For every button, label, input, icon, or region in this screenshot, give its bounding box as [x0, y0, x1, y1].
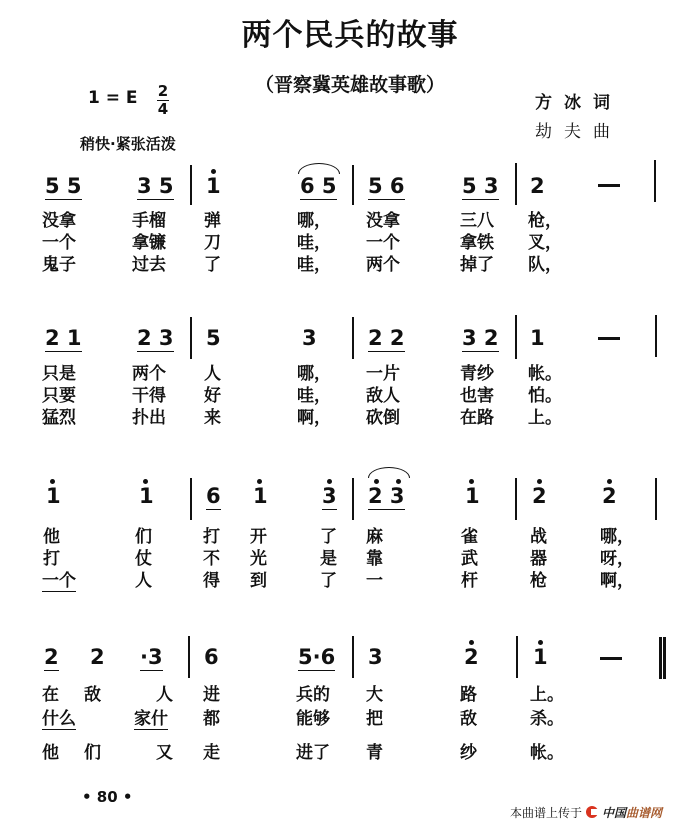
- extension-dash: [598, 184, 620, 187]
- lyric: 大: [366, 685, 383, 705]
- song-subtitle: （晋察冀英雄故事歌）: [254, 74, 445, 96]
- lyric: 纱: [460, 743, 477, 763]
- barline: [190, 478, 192, 520]
- barline: [515, 163, 517, 205]
- composer-credit: 劫夫曲: [535, 122, 622, 142]
- lyric: 哪，: [297, 364, 331, 384]
- high-octave-dot: [469, 640, 474, 645]
- note: 6: [206, 484, 221, 508]
- lyric: 一个: [366, 233, 400, 253]
- lyric: 进: [203, 685, 220, 705]
- site-name-part-2[interactable]: 曲谱网: [626, 806, 663, 820]
- lyric: 人: [135, 571, 152, 591]
- note-group: 2 3: [137, 326, 174, 350]
- lyric: 敌: [460, 709, 477, 729]
- lyric: 上。: [530, 685, 564, 705]
- lyric: 掉了: [460, 255, 494, 275]
- lyric: 杀。: [530, 709, 564, 729]
- site-logo-icon: [586, 806, 598, 818]
- time-signature: [156, 83, 170, 118]
- lyric: 啊，: [297, 408, 331, 428]
- lyric: 哇，: [297, 386, 331, 406]
- note: 5: [206, 326, 221, 350]
- note-group: 5 5: [45, 174, 82, 198]
- lyric: 好: [204, 386, 221, 406]
- lyric: 帐。: [530, 743, 564, 763]
- barline: [515, 315, 517, 359]
- note-group: 3 5: [137, 174, 174, 198]
- extension-dash: [598, 337, 620, 340]
- lyric: 们: [135, 527, 152, 547]
- lyric: 队，: [528, 255, 562, 275]
- lyric: 没拿: [42, 211, 76, 231]
- extension-dash: [600, 657, 622, 660]
- lyric: 走: [203, 743, 220, 763]
- page-number: • 80 •: [82, 788, 133, 806]
- high-octave-dot: [537, 479, 542, 484]
- lyric: 又: [156, 743, 173, 763]
- barline: [352, 636, 354, 678]
- high-octave-dot: [374, 479, 379, 484]
- lyric: 打: [43, 549, 60, 569]
- note-group: 5 3: [462, 174, 499, 198]
- lyric: 了: [320, 527, 337, 547]
- lyric: 光: [250, 549, 267, 569]
- note: 2: [532, 484, 547, 508]
- lyric: 战: [530, 527, 547, 547]
- note: 1: [465, 484, 480, 508]
- barline: [655, 315, 657, 357]
- note-group: 2 2: [368, 326, 405, 350]
- note: 3: [322, 484, 337, 508]
- lyric: 一个: [42, 233, 76, 253]
- lyric: 手榴: [132, 211, 166, 231]
- song-title: 两个民兵的故事: [241, 18, 459, 53]
- lyric: 砍倒: [366, 408, 400, 428]
- upload-attribution: [510, 804, 662, 821]
- lyric: 猛烈: [42, 408, 76, 428]
- note: 3: [302, 326, 317, 350]
- barline: [352, 478, 354, 520]
- lyric: 来: [204, 408, 221, 428]
- lyric: 扑出: [132, 408, 166, 428]
- lyric: 枪: [530, 571, 547, 591]
- lyric: 敌人: [366, 386, 400, 406]
- lyric: 是: [320, 549, 337, 569]
- lyric: 雀: [461, 527, 478, 547]
- final-barline: [659, 637, 662, 679]
- note: 2: [464, 645, 479, 669]
- final-barline: [663, 637, 666, 679]
- lyric: 仗: [135, 549, 152, 569]
- lyric: 哇，: [297, 233, 331, 253]
- high-octave-dot: [469, 479, 474, 484]
- lyric: 过去: [132, 255, 166, 275]
- lyric: 弹: [204, 211, 221, 231]
- barline: [352, 317, 354, 359]
- note: 1: [139, 484, 154, 508]
- lyric: 帐。: [528, 364, 562, 384]
- lyric: 麻: [366, 527, 383, 547]
- high-octave-dot: [538, 640, 543, 645]
- note-group: 2 3: [368, 484, 405, 508]
- lyric: 到: [250, 571, 267, 591]
- lyric: 干得: [132, 386, 166, 406]
- lyric: 怕。: [528, 386, 562, 406]
- note-group: 2 1: [45, 326, 82, 350]
- time-signature-bottom: 4: [157, 100, 169, 118]
- lyric: 两个: [132, 364, 166, 384]
- lyric: 拿镰: [132, 233, 166, 253]
- lyric-underlined: 家什: [134, 704, 168, 730]
- note: 2: [530, 174, 545, 198]
- lyric: 哪，: [297, 211, 331, 231]
- lyric: 只要: [42, 386, 76, 406]
- barline: [188, 636, 190, 678]
- lyric: 枪，: [528, 211, 562, 231]
- note-group: 5·6: [298, 645, 336, 669]
- note: 1: [253, 484, 268, 508]
- barline: [190, 317, 192, 359]
- lyricist-credit: 方冰词: [535, 93, 622, 113]
- lyric: 上。: [528, 408, 562, 428]
- barline: [515, 478, 517, 520]
- lyric: 在: [42, 685, 59, 705]
- lyric: 拿铁: [460, 233, 494, 253]
- high-octave-dot: [396, 479, 401, 484]
- lyric: 们: [84, 743, 101, 763]
- note: 2: [44, 645, 59, 669]
- lyric: 只是: [42, 364, 76, 384]
- note: 2: [602, 484, 617, 508]
- high-octave-dot: [327, 479, 332, 484]
- barline: [190, 165, 192, 205]
- lyric: 开: [250, 527, 267, 547]
- note: ·3: [140, 645, 163, 669]
- lyric: 叉，: [528, 233, 562, 253]
- barline: [516, 636, 518, 678]
- lyric: 呀，: [600, 549, 634, 569]
- barline: [352, 165, 354, 205]
- note: 1: [530, 326, 545, 350]
- lyric: 能够: [296, 709, 330, 729]
- high-octave-dot: [607, 479, 612, 484]
- slur: [298, 163, 340, 174]
- lyric: 器: [530, 549, 547, 569]
- lyric: 一片: [366, 364, 400, 384]
- high-octave-dot: [50, 479, 55, 484]
- lyric: 人: [156, 685, 173, 705]
- lyric: 他: [43, 527, 60, 547]
- lyric-underlined: 什么: [42, 704, 76, 730]
- lyric: 了: [320, 571, 337, 591]
- note: 3: [368, 645, 383, 669]
- high-octave-dot: [143, 479, 148, 484]
- lyric-underlined: 一个: [42, 566, 76, 592]
- note-group: 5 6: [368, 174, 405, 198]
- note-group: 6 5: [300, 174, 337, 198]
- lyric: 路: [460, 685, 477, 705]
- lyric: 哇，: [297, 255, 331, 275]
- upload-note: 本曲谱上传于: [510, 806, 583, 820]
- lyric: 鬼子: [42, 255, 76, 275]
- note: 6: [204, 645, 219, 669]
- lyric: 一: [366, 571, 383, 591]
- lyric: 靠: [366, 549, 383, 569]
- note: 2: [90, 645, 105, 669]
- lyric: 青: [366, 743, 383, 763]
- lyric: 不: [203, 549, 220, 569]
- note-group: 3 2: [462, 326, 499, 350]
- lyric: 哪，: [600, 527, 634, 547]
- lyric: 把: [366, 709, 383, 729]
- lyric: 两个: [366, 255, 400, 275]
- lyric: 敌: [84, 685, 101, 705]
- lyric: 进了: [296, 743, 330, 763]
- lyric: 兵的: [296, 685, 330, 705]
- site-name-part-1[interactable]: 中国: [602, 806, 627, 820]
- key-signature: 1 = E: [88, 88, 138, 108]
- barline: [654, 160, 656, 202]
- lyric: 武: [461, 549, 478, 569]
- tempo-marking: 稍快·紧张活泼: [80, 135, 176, 153]
- lyric: 也害: [460, 386, 494, 406]
- barline: [655, 478, 657, 520]
- lyric: 在路: [460, 408, 494, 428]
- note: 1: [533, 645, 548, 669]
- lyric: 人: [204, 364, 221, 384]
- lyric: 了: [204, 255, 221, 275]
- lyric: 三八: [460, 211, 494, 231]
- slur: [368, 467, 410, 478]
- high-octave-dot: [211, 169, 216, 174]
- lyric: 打: [203, 527, 220, 547]
- lyric: 没拿: [366, 211, 400, 231]
- lyric: 得: [203, 571, 220, 591]
- high-octave-dot: [257, 479, 262, 484]
- note: 1: [46, 484, 61, 508]
- lyric: 杆: [461, 571, 478, 591]
- time-signature-top: 2: [157, 82, 169, 100]
- note: 1: [206, 174, 221, 198]
- lyric: 青纱: [460, 364, 494, 384]
- lyric: 啊，: [600, 571, 634, 591]
- lyric: 都: [203, 709, 220, 729]
- lyric: 他: [42, 743, 59, 763]
- lyric: 刀: [204, 233, 221, 253]
